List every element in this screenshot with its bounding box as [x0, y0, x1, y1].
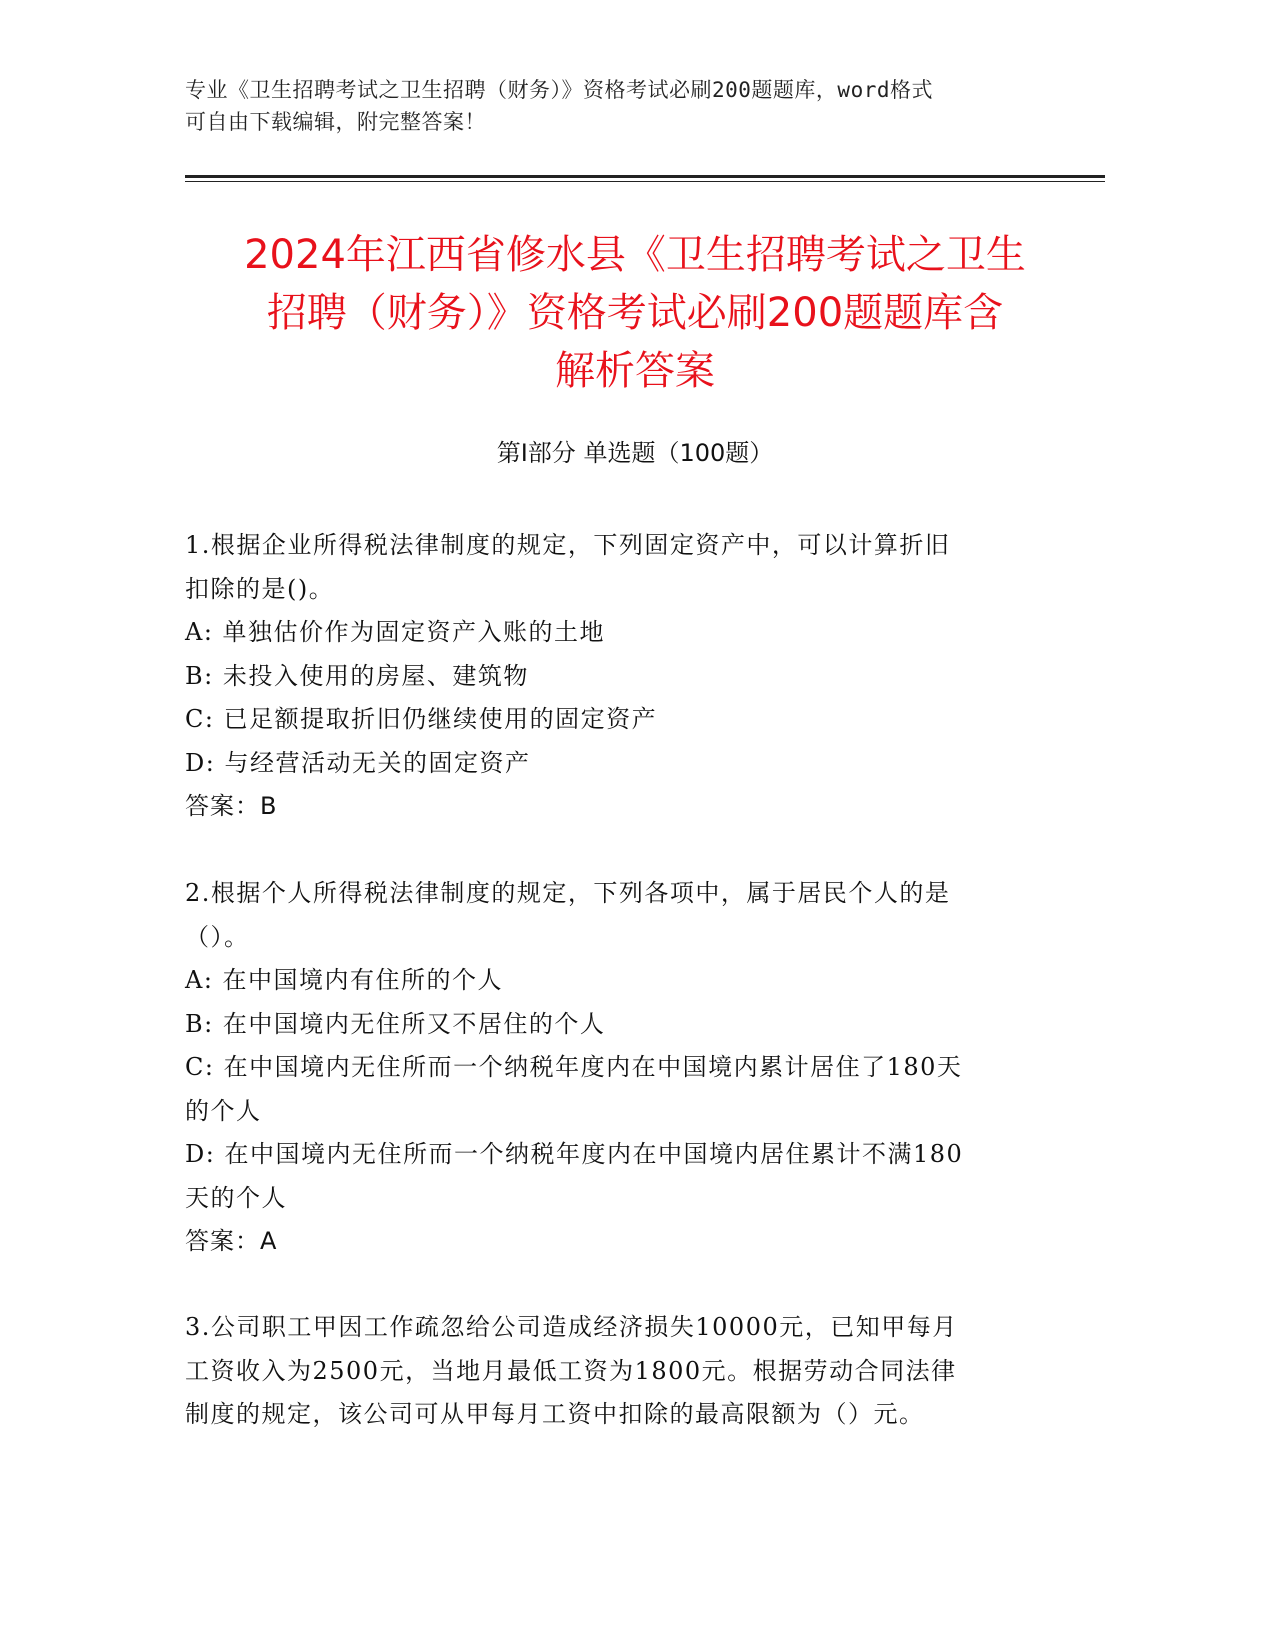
question-stem-line: 扣除的是()。 [185, 574, 335, 603]
document-title-line-2: 招聘（财务）》资格考试必刷200题题库含 [266, 290, 1004, 336]
header-divider-thin [185, 181, 1105, 182]
question-stem-line: （）。 [185, 922, 250, 951]
header-note-line-1: 专业《卫生招聘考试之卫生招聘（财务）》资格考试必刷200题题库，word格式 [185, 78, 933, 102]
option-b: B: 未投入使用的房屋、建筑物 [185, 661, 529, 690]
option-d: D: 与经营活动无关的固定资产 [185, 748, 531, 777]
option-d-line: D: 在中国境内无住所而一个纳税年度内在中国境内居住累计不满180 [185, 1140, 964, 1168]
question-stem-line: 1.根据企业所得税法律制度的规定，下列固定资产中，可以计算折旧 [185, 531, 951, 559]
question-2 [185, 872, 1065, 1264]
document-title-line-1: 2024年江西省修水县《卫生招聘考试之卫生 [244, 232, 1026, 278]
option-b: B: 在中国境内无住所又不居住的个人 [185, 1009, 606, 1038]
option-c-line: C: 在中国境内无住所而一个纳税年度内在中国境内累计居住了180天 [185, 1053, 963, 1081]
option-a: A: 在中国境内有住所的个人 [185, 966, 504, 994]
header-divider-thick [185, 175, 1105, 178]
document-title-line-3: 解析答案 [555, 348, 715, 394]
option-c-line: 的个人 [185, 1096, 262, 1125]
question-stem-line: 3.公司职工甲因工作疏忽给公司造成经济损失10000元，已知甲每月 [185, 1313, 958, 1341]
answer-line: 答案：A [185, 1227, 278, 1255]
question-stem-line: 工资收入为2500元，当地月最低工资为1800元。根据劳动合同法律 [185, 1356, 957, 1385]
question-stem-line: 2.根据个人所得税法律制度的规定，下列各项中，属于居民个人的是 [185, 879, 951, 907]
option-d-line: 天的个人 [185, 1183, 287, 1212]
header-note [185, 74, 1065, 138]
option-c: C: 已足额提取折旧仍继续使用的固定资产 [185, 705, 658, 733]
question-stem-line: 制度的规定，该公司可从甲每月工资中扣除的最高限额为（）元。 [185, 1400, 925, 1428]
question-3 [185, 1306, 1065, 1437]
document-title [180, 226, 1090, 400]
option-a: A: 单独估价作为固定资产入账的土地 [185, 618, 606, 646]
question-1 [185, 524, 1065, 829]
answer-line: 答案：B [185, 792, 278, 820]
header-note-line-2: 可自由下载编辑，附完整答案！ [185, 110, 486, 134]
section-heading: 第Ⅰ部分 单选题（100题） [496, 439, 774, 467]
